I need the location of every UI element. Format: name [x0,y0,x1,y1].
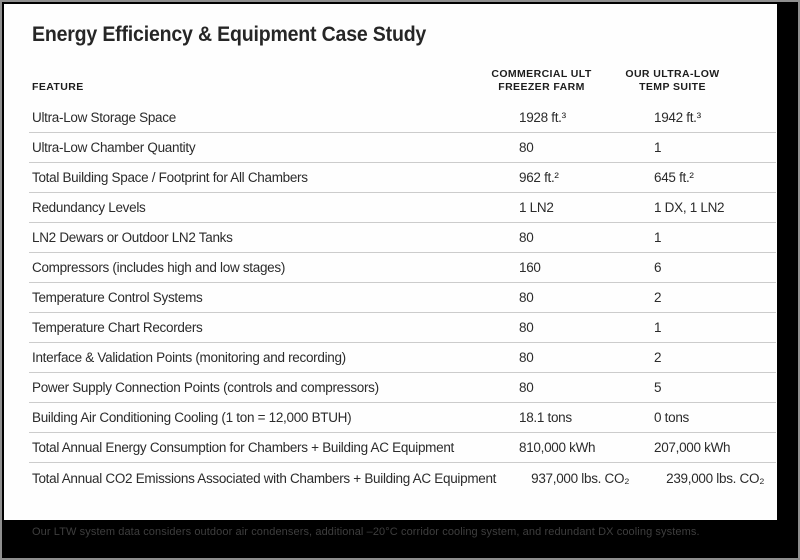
suite-value-cell: 645 ft.² [654,170,694,185]
suite-value-cell: 1942 ft.³ [654,110,701,125]
table-row [29,343,776,373]
page-title: Energy Efficiency & Equipment Case Study [32,23,427,46]
feature-cell: Total Annual Energy Consumption for Chambers + Building AC Equipment [32,440,454,455]
footer-note: Our LTW system data considers outdoor air condensers, additional –20°C corridor cooling system, and redundant DX cooling systems. [32,526,700,538]
farm-value-cell: 80 [519,320,534,335]
column-header-our-ultra-low-temp-suite [599,68,746,94]
table-row [29,223,776,253]
suite-value-cell: 207,000 kWh [654,440,731,455]
table-row [29,133,776,163]
feature-cell: Total Annual CO2 Emissions Associated with Chambers + Building AC Equipment [32,470,497,486]
column-header-suite-line1: OUR ULTRA-LOW [625,68,720,80]
table-row [29,163,776,193]
table-row [29,463,776,493]
farm-value-cell: 810,000 kWh [519,440,596,455]
farm-value-cell: 80 [519,230,534,245]
farm-value-cell: 937,000 lbs. CO₂ [531,470,630,486]
feature-cell: Total Building Space / Footprint for All Chambers [32,170,308,185]
table-row [29,283,776,313]
suite-value-cell: 2 [654,290,662,305]
column-header-feature: FEATURE [32,81,84,93]
case-study-panel [4,4,777,520]
table-header-row [29,68,776,94]
table-row [29,313,776,343]
table-row [29,193,776,223]
feature-cell: Temperature Control Systems [32,290,203,305]
farm-value-cell: 80 [519,290,534,305]
feature-cell: Interface & Validation Points (monitoring and recording) [32,350,346,365]
feature-cell: Building Air Conditioning Cooling (1 ton = 12,000 BTUH) [32,410,352,425]
feature-cell: Temperature Chart Recorders [32,320,203,335]
feature-cell: Redundancy Levels [32,200,146,215]
feature-cell: Power Supply Connection Points (controls and compressors) [32,380,379,395]
farm-value-cell: 962 ft.² [519,170,559,185]
table-row [29,373,776,403]
farm-value-cell: 1 LN2 [519,200,554,215]
suite-value-cell: 6 [654,260,662,275]
feature-cell: Ultra-Low Storage Space [32,110,176,125]
farm-value-cell: 1928 ft.³ [519,110,566,125]
column-header-suite-line2: TEMP SUITE [639,81,706,93]
column-header-commercial-ult-freezer-farm [484,68,599,94]
table-row [29,103,776,133]
suite-value-cell: 1 DX, 1 LN2 [654,200,725,215]
suite-value-cell: 1 [654,320,662,335]
column-header-farm-line1: COMMERCIAL ULT [491,68,592,80]
suite-value-cell: 2 [654,350,662,365]
comparison-table [29,68,776,493]
suite-value-cell: 239,000 lbs. CO₂ [666,470,765,486]
table-row [29,433,776,463]
suite-value-cell: 1 [654,140,662,155]
suite-value-cell: 5 [654,380,662,395]
farm-value-cell: 160 [519,260,541,275]
column-header-farm-line2: FREEZER FARM [498,81,585,93]
farm-value-cell: 80 [519,140,534,155]
feature-cell: Ultra-Low Chamber Quantity [32,140,196,155]
farm-value-cell: 18.1 tons [519,410,572,425]
farm-value-cell: 80 [519,350,534,365]
suite-value-cell: 0 tons [654,410,689,425]
table-body [29,103,776,493]
table-row [29,253,776,283]
feature-cell: Compressors (includes high and low stages) [32,260,286,275]
feature-cell: LN2 Dewars or Outdoor LN2 Tanks [32,230,233,245]
table-row [29,403,776,433]
suite-value-cell: 1 [654,230,662,245]
farm-value-cell: 80 [519,380,534,395]
